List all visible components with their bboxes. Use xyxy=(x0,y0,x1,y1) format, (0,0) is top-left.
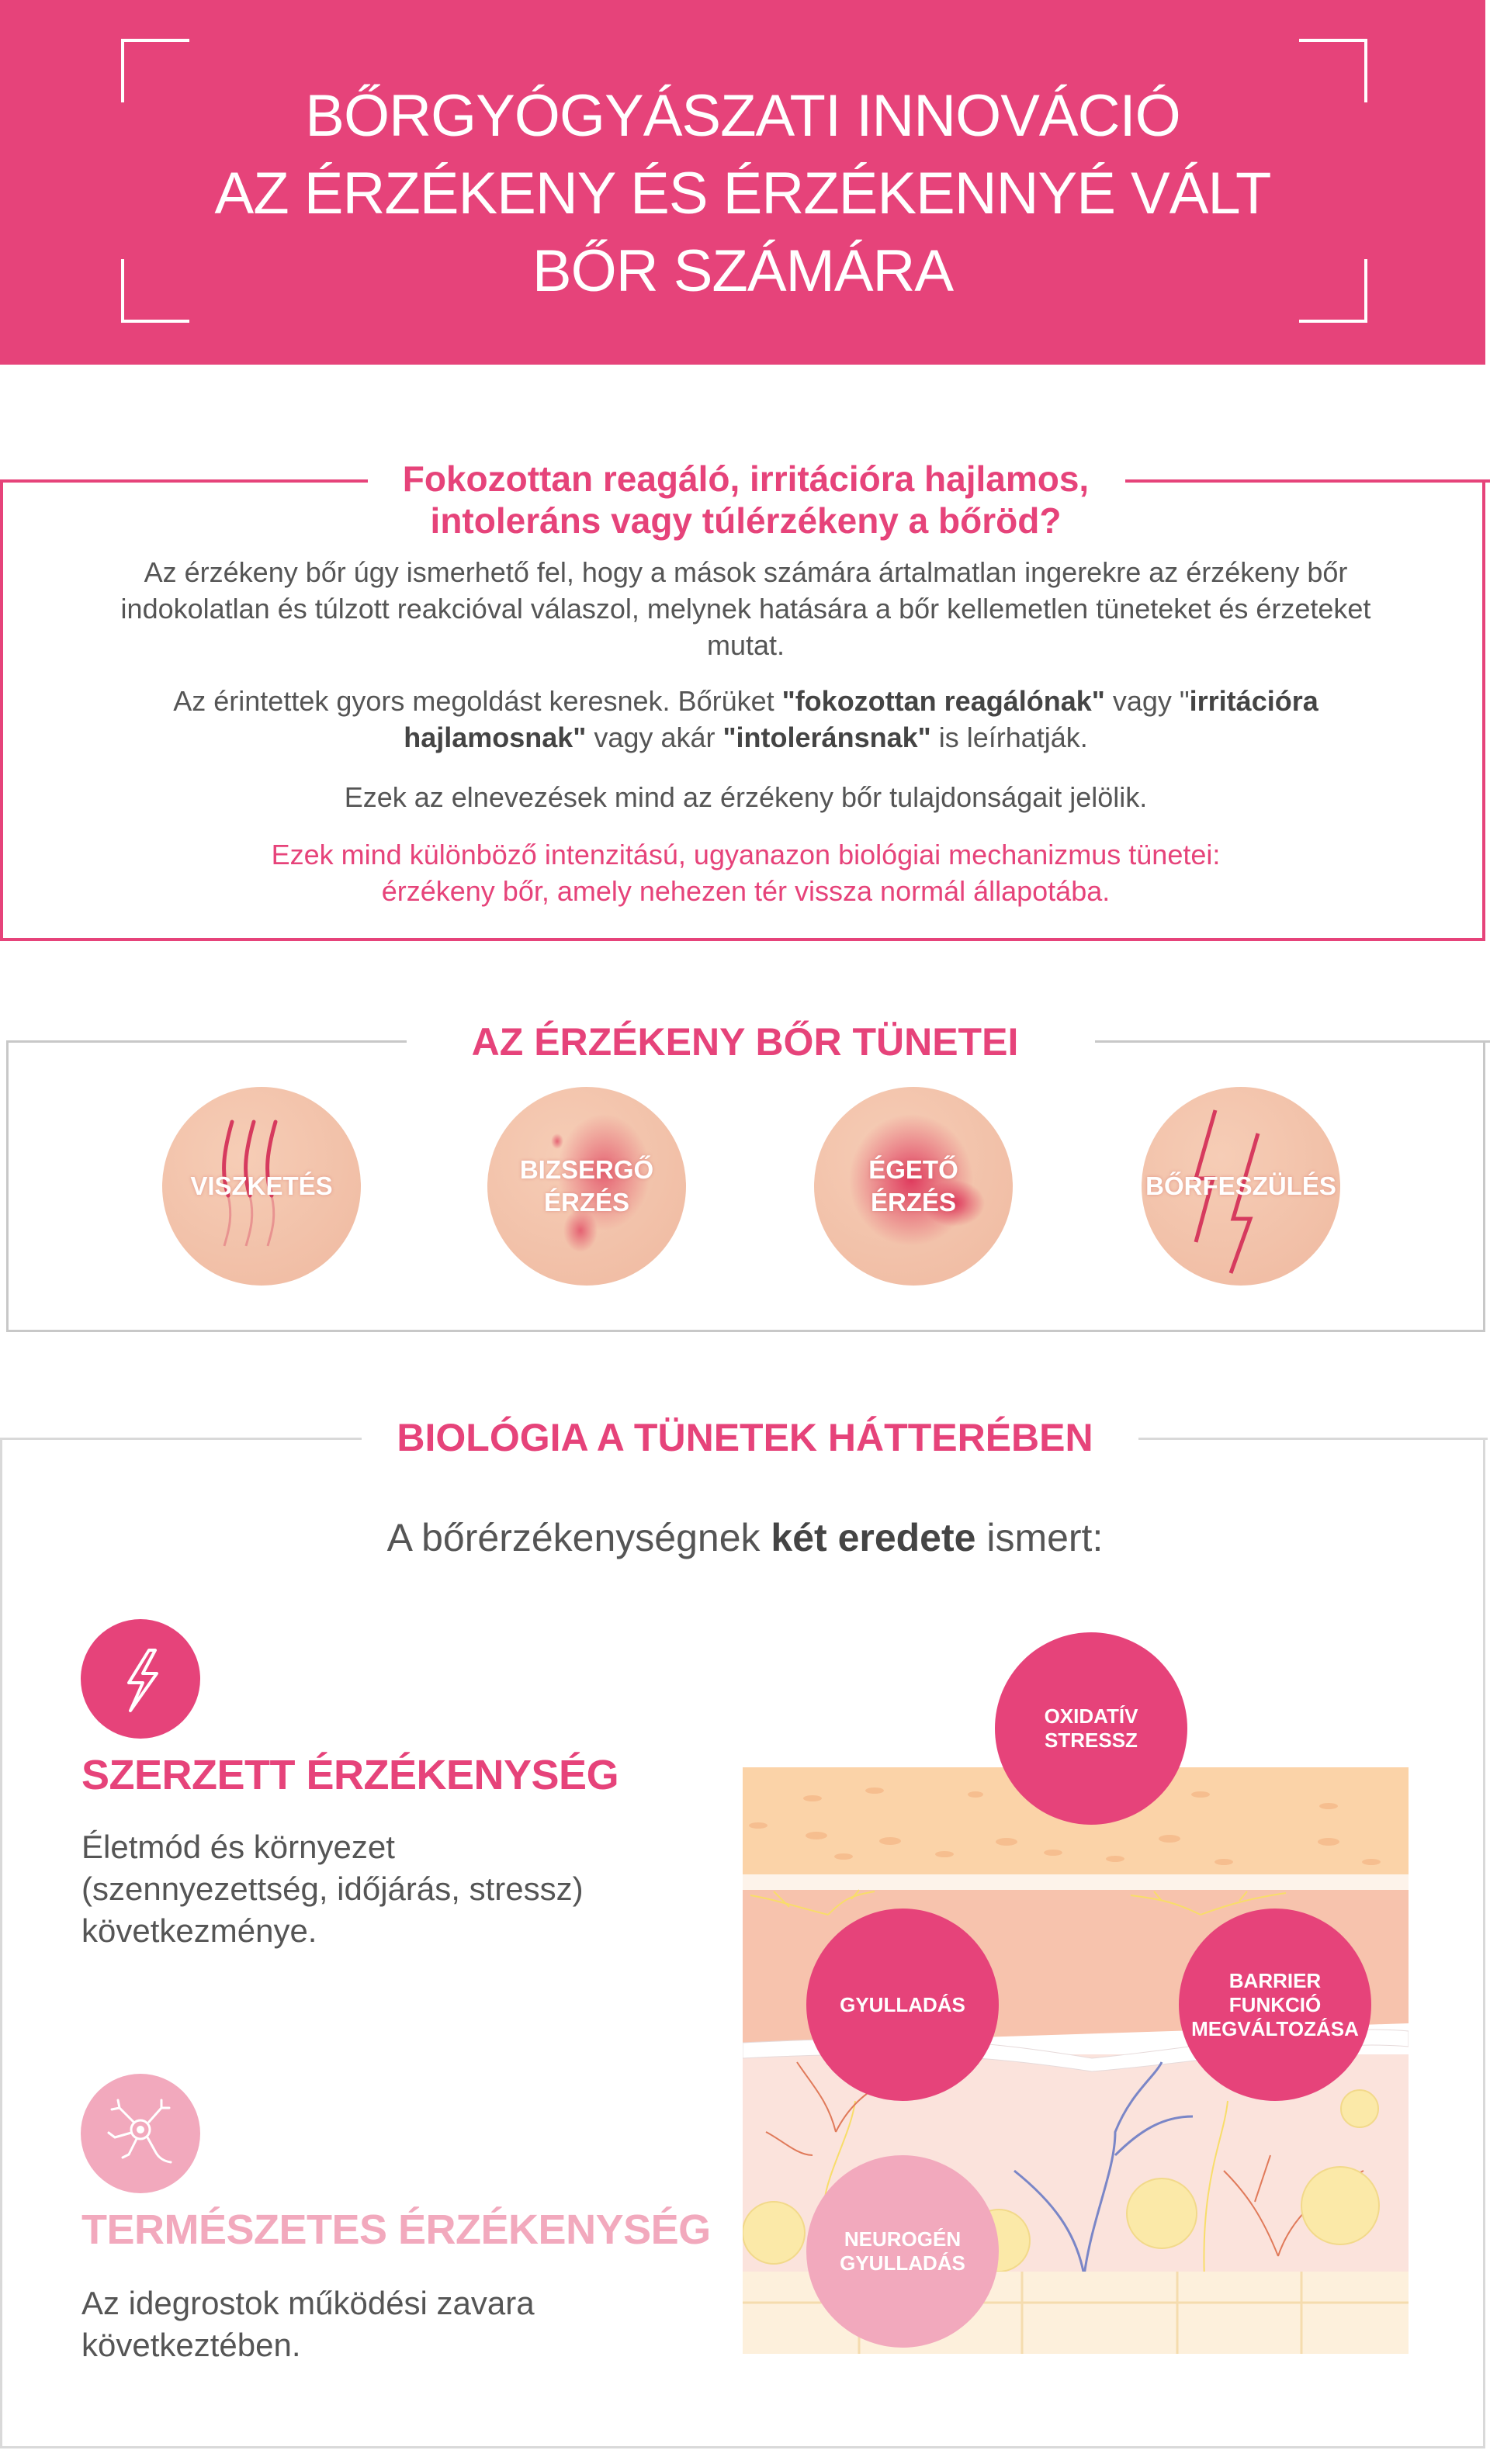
text-line: Az idegrostok működési zavara xyxy=(81,2285,535,2321)
emphasis: két eredete xyxy=(771,1516,976,1559)
label-line: BŐRFESZÜLÉS xyxy=(1145,1171,1336,1200)
term: irritációra hajlamosnak" xyxy=(404,685,1318,753)
neuron-icon xyxy=(81,2074,200,2193)
term: "intoleránsnak" xyxy=(722,722,931,753)
acquired-title: SZERZETT ÉRZÉKENYSÉG xyxy=(81,1752,619,1798)
neurogenic-inflammation-badge xyxy=(806,2155,999,2348)
biology-subtitle xyxy=(2,1515,1488,1560)
text-line: következtében. xyxy=(81,2327,301,2363)
intro-highlight xyxy=(50,836,1442,909)
natural-text xyxy=(81,2282,535,2366)
label-line: OXIDATÍV xyxy=(1044,1704,1138,1728)
label-line: ÉRZÉS xyxy=(870,1188,957,1216)
intro-section xyxy=(0,459,1485,941)
natural-icon-circle xyxy=(81,2074,200,2193)
natural-title: TERMÉSZETES ÉRZÉKENYSÉG xyxy=(81,2206,711,2253)
symptom-label xyxy=(814,1154,1013,1219)
intro-paragraph: Ezek az elnevezések mind az érzékeny bőr tulajdonságait jelölik. xyxy=(344,781,1148,813)
oxidative-stress-badge xyxy=(995,1632,1187,1825)
label-line: GYULLADÁS xyxy=(840,2251,965,2275)
text: ismert: xyxy=(975,1516,1104,1559)
label-line: ÉRZÉS xyxy=(543,1188,630,1216)
symptom-label xyxy=(1142,1170,1340,1203)
text: vagy akár xyxy=(586,722,723,753)
acquired-icon-circle xyxy=(81,1619,200,1739)
label-line: STRESSZ xyxy=(1045,1729,1138,1752)
hero-banner xyxy=(0,0,1485,365)
heading-line: intoleráns vagy túlérzékeny a bőröd? xyxy=(430,500,1062,541)
text: vagy " xyxy=(1104,685,1190,717)
biology-heading: BIOLÓGIA A TÜNETEK HÁTTERÉBEN xyxy=(397,1416,1093,1459)
intro-heading xyxy=(3,458,1488,542)
label-line: VISZKETÉS xyxy=(190,1171,333,1200)
heading-line: Fokozottan reagáló, irritációra hajlamos, xyxy=(402,459,1090,499)
label-line: MEGVÁLTOZÁSA xyxy=(1191,2016,1359,2040)
symptoms-heading: AZ ÉRZÉKENY BŐR TÜNETEI xyxy=(471,1020,1019,1064)
label-line: FUNKCIÓ xyxy=(1228,1992,1322,2016)
title-line: BŐR SZÁMÁRA xyxy=(532,238,954,304)
intro-paragraph-terms xyxy=(88,683,1403,756)
text: A bőrérzékenységnek xyxy=(386,1516,771,1559)
intro-paragraph: Az érzékeny bőr úgy ismerhető fel, hogy a mások számára ártalmatlan ingerekre az érzékeny bőr indokolatlan és túlzott reakcióval válaszol, melynek hatására a bőr kellemetlen tüneteket és érzeteket mutat. xyxy=(120,556,1371,661)
symptom-burning xyxy=(814,1087,1013,1286)
text-line: Életmód és környezet xyxy=(81,1829,395,1865)
lightning-icon xyxy=(81,1619,200,1739)
barrier-function-badge xyxy=(1179,1909,1371,2101)
biology-section xyxy=(0,1416,1485,2448)
term: "fokozottan reagálónak" xyxy=(781,685,1105,717)
highlight-line: érzékeny bőr, amely nehezen tér vissza normál állapotába. xyxy=(381,875,1111,907)
text-line: következménye. xyxy=(81,1912,317,1949)
symptom-label xyxy=(487,1154,686,1219)
highlight-line: Ezek mind különböző intenzitású, ugyanazon biológiai mechanizmus tünetei: xyxy=(271,839,1221,870)
symptoms-section xyxy=(6,1020,1485,1332)
label-line: BARRIER xyxy=(1228,1968,1322,1992)
text-line: (szennyezettség, időjárás, stressz) xyxy=(81,1870,584,1907)
symptom-tension xyxy=(1142,1087,1340,1286)
inflammation-badge xyxy=(806,1909,999,2101)
symptom-itching xyxy=(162,1087,361,1286)
symptom-label xyxy=(162,1170,361,1203)
symptom-tingling xyxy=(487,1087,686,1286)
text: Az érintettek gyors megoldást keresnek. Bőrüket xyxy=(173,685,782,717)
label-line: ÉGETŐ xyxy=(868,1155,958,1184)
acquired-text xyxy=(81,1826,584,1952)
label-line: NEUROGÉN xyxy=(844,2227,962,2251)
text: is leírhatják. xyxy=(930,722,1088,753)
title-line: BŐRGYÓGYÁSZATI INNOVÁCIÓ xyxy=(305,83,1180,149)
label-line: BIZSERGŐ xyxy=(519,1155,654,1184)
label-line: GYULLADÁS xyxy=(840,1992,965,2016)
title-line: AZ ÉRZÉKENY ÉS ÉRZÉKENNYÉ VÁLT xyxy=(214,161,1271,227)
page-title xyxy=(0,78,1485,310)
